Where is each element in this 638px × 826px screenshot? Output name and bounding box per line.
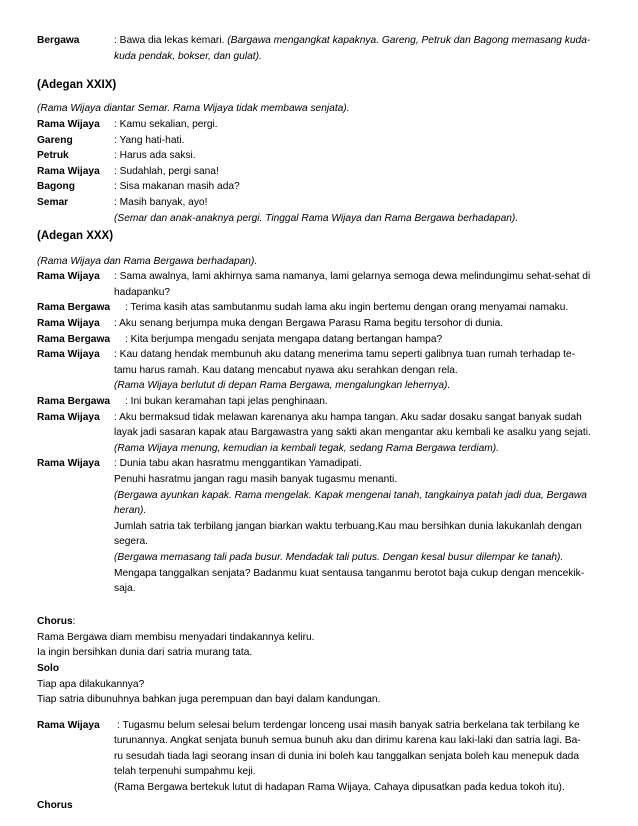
dialogue-text: segera.: [114, 536, 148, 548]
speaker-name: Rama Bergawa: [37, 395, 111, 407]
solo-label: Solo: [37, 663, 60, 674]
speaker-name: Rama Wijaya: [37, 458, 100, 470]
dialogue-plain: : Bawa dia lekas kemari.: [114, 35, 228, 47]
chorus-heading: Chorus: [37, 800, 73, 811]
dialogue-text: : Sama awalnya, lami akhirnya sama namanya, lami gelarnya semoga dewa melindungimu sehat-sehat di: [114, 271, 591, 283]
solo-line: Tiap apa dilakukannya?: [37, 678, 145, 690]
stage-direction: (Rama Wijaya diantar Semar. Rama Wijaya tidak membawa senjata).: [37, 103, 350, 115]
stage-direction: (Rama Wijaya berlutut di depan Rama Bergawa, mengalungkan lehernya).: [114, 380, 451, 392]
scene-heading: (Adegan XXIX): [37, 79, 117, 91]
speaker-name: Rama Wijaya: [37, 411, 100, 423]
stage-direction: (Rama Wijaya menung, kemudian ia kembali tegak, sedang Rama Bergawa terdiam).: [114, 442, 499, 454]
dialogue-text: : Aku bermaksud tidak melawan karenanya aku hampa tangan. Aku sadar dosaku sangat banyak sudah: [114, 411, 582, 423]
dialogue-text: Mengapa tanggalkan senjata? Badanmu kuat sentausa tanganmu berotot baja cukup dengan mencekik-: [114, 567, 585, 579]
speaker-name: Petruk: [37, 150, 69, 162]
dialogue-text: : Kita berjumpa mengadu senjata mengapa datang bertangan hampa?: [125, 333, 443, 345]
dialogue-text: ru sesudah tiada lagi seorang insan di dunia ini boleh kau tanggalkan senjata boleh kau menepuk dada: [114, 750, 580, 762]
speaker-name: Rama Wijaya: [37, 119, 100, 130]
dialogue-text: [114, 33, 605, 50]
dialogue-text: saja.: [114, 583, 136, 595]
dialogue-text: : Yang hati-hati.: [114, 134, 185, 146]
dialogue-text: : Sudahlah, pergi sana!: [114, 165, 219, 177]
dialogue-text: layak jadi sasaran kapak atau Bargawastra yang sakti akan mengantar aku kembali ke asalku yang sejati.: [114, 427, 591, 439]
speaker-name: Rama Wijaya: [37, 271, 100, 283]
speaker-name: Semar: [37, 197, 69, 208]
dialogue-text: : Dunia tabu akan hasratmu menggantikan Yamadipati.: [114, 458, 362, 470]
dialogue-text: tamu harus ramah. Kau datang mencabut nyawa aku serahkan dengan rela.: [114, 364, 458, 376]
dialogue-text: : Terima kasih atas sambutanmu sudah lama aku ingin bertemu dengan orang menyamai namaku.: [125, 302, 569, 314]
dialogue-text: Jumlah satria tak terbilang jangan biarkan waktu terbuang.Kau mau bersihkan dunia lakukanlah dengan: [114, 520, 582, 532]
chorus-colon: :: [72, 616, 76, 628]
chorus-line: Rama Bergawa diam membisu menyadari tindakannya keliru.: [37, 631, 315, 643]
stage-direction: (Bargawa mengangkat kapaknya. Gareng, Petruk dan Bagong memasang kuda-: [227, 35, 591, 47]
speaker-name: Gareng: [37, 134, 73, 146]
speaker-name: Rama Bergawa: [37, 333, 111, 345]
speaker-name: Rama Bergawa: [37, 302, 111, 314]
dialogue-text: telah terpenuhi sumpahmu keji.: [114, 766, 256, 778]
dialogue-text: Penuhi hasratmu jangan ragu masih banyak tugasmu menanti.: [114, 473, 398, 485]
speaker-name: Rama Wijaya: [37, 349, 100, 361]
chorus-heading: [37, 614, 605, 631]
speaker-name: Rama Wijaya: [37, 719, 100, 731]
dialogue-text: : Ini bukan keramahan tapi jelas penghinaan.: [125, 395, 328, 407]
stage-direction: (Bergawa ayunkan kapak. Rama mengelak. Kapak mengenai tanah, tangkainya patah jadi dua, Bergawa: [114, 489, 587, 501]
stage-direction: (Semar dan anak-anaknya pergi. Tinggal Rama Wijaya dan Rama Bergawa berhadapan).: [114, 212, 519, 224]
speaker-name: Rama Wijaya: [37, 165, 100, 177]
chorus-line: Ia ingin bersihkan dunia dari satria murang tata.: [37, 647, 253, 659]
solo-line: Tiap satria dibunuhnya bahkan juga perempuan dan bayi dalam kandungan.: [37, 694, 381, 706]
speaker-name: Bergawa: [37, 35, 80, 47]
dialogue-text: hadapanku?: [114, 286, 171, 298]
chorus-label: Chorus: [37, 616, 73, 628]
dialogue-text: : Kamu sekalian, pergi.: [114, 119, 218, 130]
dialogue-text: turunannya. Angkat senjata bunuh semua bunuh aku dan dirimu karena kau laki-laki dan satria lagi. Ba-: [114, 735, 581, 747]
dialogue-text: : Aku senang berjumpa muka dengan Bergawa Parasu Rama begitu tersohor di dunia.: [114, 317, 504, 329]
stage-direction: (Bergawa memasang tali pada busur. Mendadak tali putus. Dengan kesal busur dilempar ke tanah).: [114, 551, 564, 563]
dialogue-text: : Tugasmu belum selesai belum terdengar lonceng usai masih banyak satria berkelana tak terbilang ke: [117, 719, 580, 731]
stage-direction: kuda pendak, bokser, dan gulat).: [114, 50, 262, 62]
stage-direction: (Rama Bergawa bertekuk lutut di hadapan Rama Wijaya. Cahaya dipusatkan pada kedua tokoh itu).: [114, 782, 565, 793]
scene-heading: (Adegan XXX): [37, 230, 114, 243]
speaker-name: Bagong: [37, 181, 75, 193]
speaker-name: Rama Wijaya: [37, 317, 100, 329]
dialogue-text: : Masih banyak, ayo!: [114, 197, 208, 208]
stage-direction: (Rama Wijaya dan Rama Bergawa berhadapan).: [37, 255, 258, 267]
dialogue-text: : Sisa makanan masih ada?: [114, 181, 240, 193]
dialogue-text: : Kau datang hendak membunuh aku datang menerima tamu seperti galibnya tuan rumah terhadap te-: [114, 349, 575, 361]
stage-direction: heran).: [114, 505, 147, 517]
dialogue-text: : Harus ada saksi.: [114, 150, 196, 162]
